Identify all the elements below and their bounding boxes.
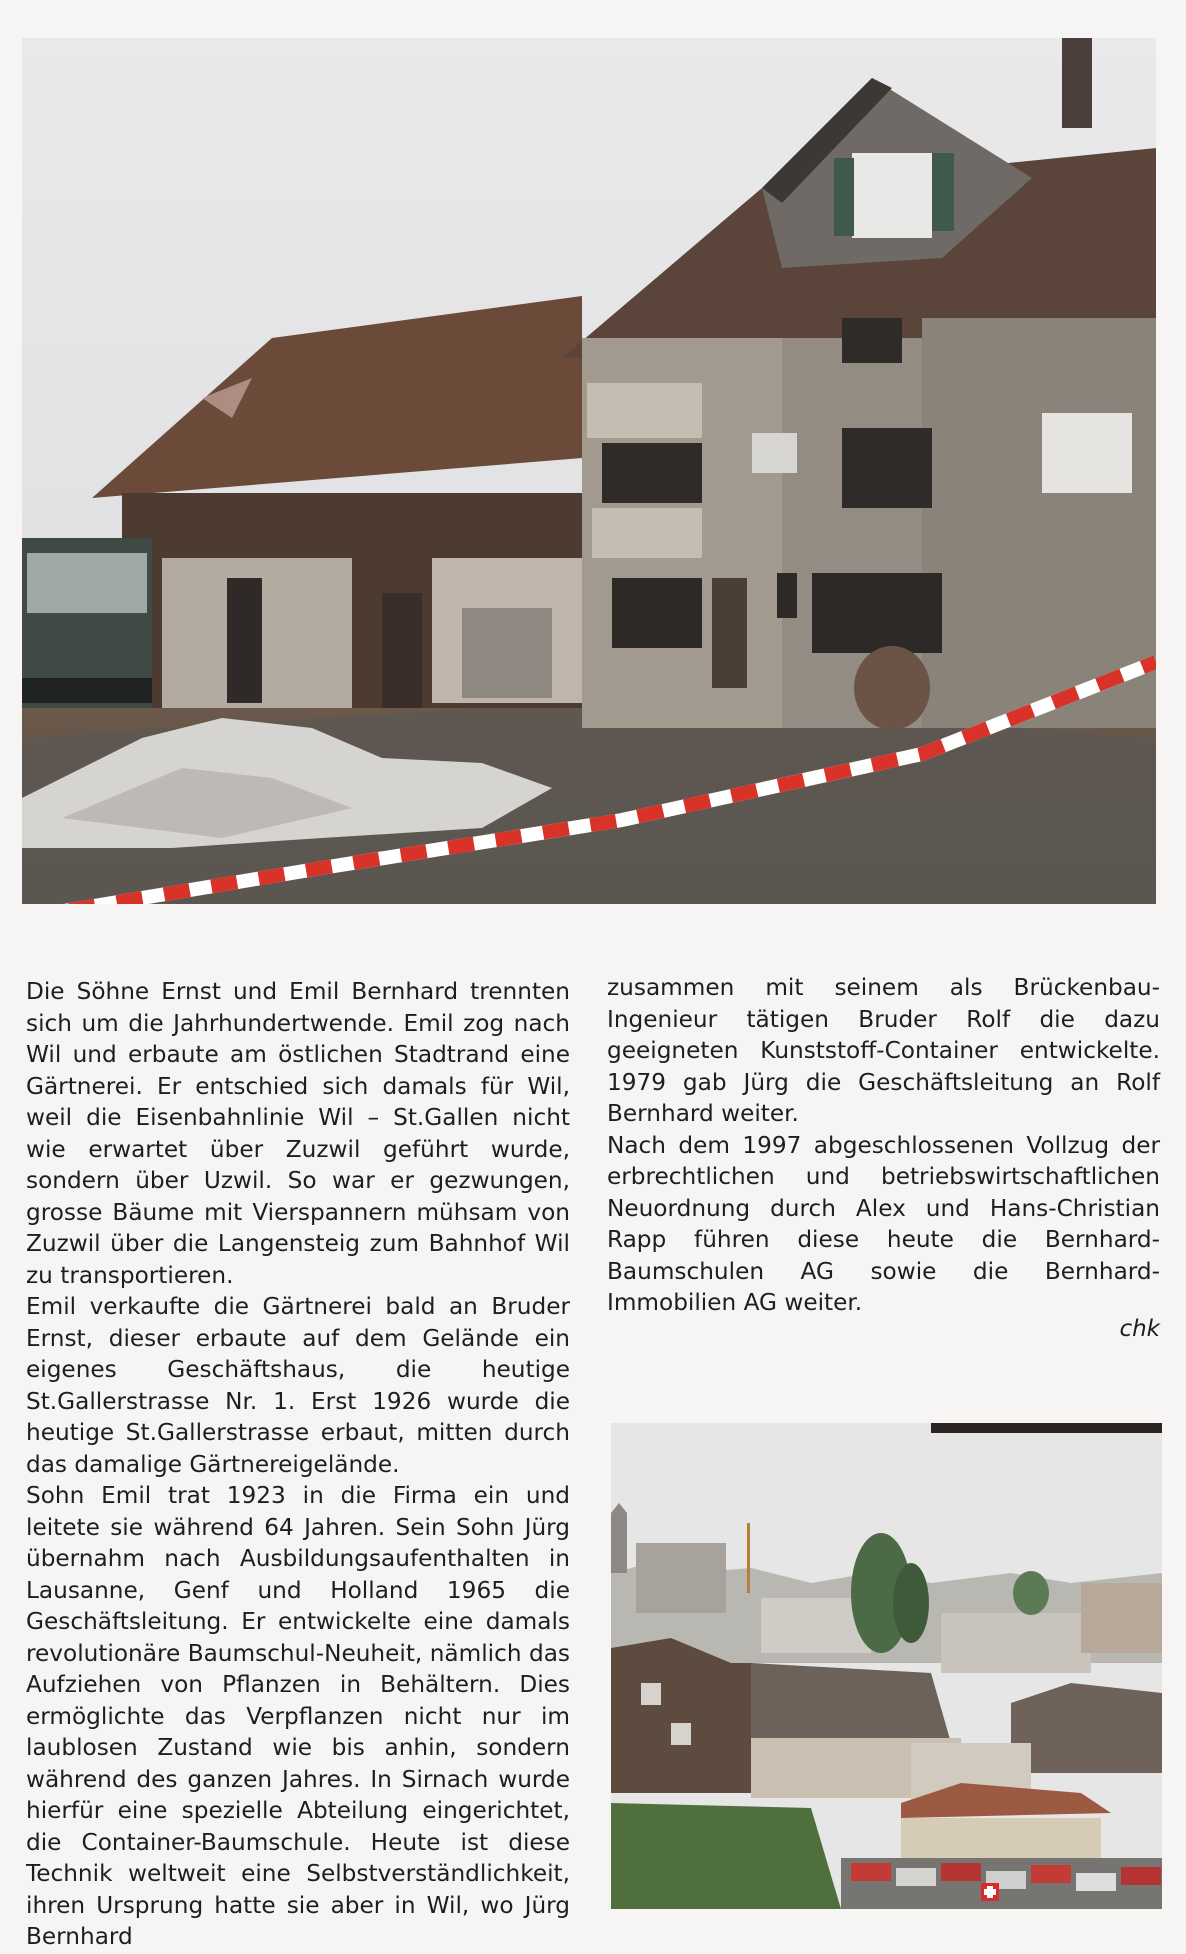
- author-signature: chk: [1119, 1316, 1160, 1342]
- paragraph: Nach dem 1997 abgeschlossenen Vollzug der erbrechtlichen und betriebswirtschaftlichen Neuordnung durch Alex und Hans-Christian Rapp führen diese heute die Bernhard-Baumschulen AG sowie die Bernhard-Immobilien AG weiter.: [607, 1131, 1160, 1316]
- photo-farmhouse-demolition: [22, 38, 1156, 904]
- paragraph: Emil verkaufte die Gärtnerei bald an Bruder Ernst, dieser erbaute auf dem Gelände ein eigenes Geschäftshaus, die heutige St.Gallerstrasse Nr. 1. Erst 1926 wurde die heutige St.Gallerstrasse erbaut, mitten durch das damalige Gärtnereigelände.: [26, 1293, 570, 1478]
- paragraph: zusammen mit seinem als Brückenbau-Ingenieur tätigen Bruder Rolf die dazu geeigneten Kunststoff-Container entwickelte. 1979 gab Jürg die Geschäftsleitung an Rolf Bernhard weiter.: [607, 974, 1160, 1127]
- text-column-right: [607, 972, 1160, 1319]
- paragraph: Sohn Emil trat 1923 in die Firma ein und leitete sie während 64 Jahren. Sein Sohn Jürg übernahm nach Ausbildungsaufenthalten in Lausanne, Genf und Holland 1965 die Geschäftsleitung. Er entwickelte eine damals revolutionäre Baumschul-Neuheit, nämlich das Aufziehen von Pflanzen in Behältern. Dies ermöglichte das Verpflanzen nicht nur im laublosen Zustand wie bis anhin, sondern während des ganzen Jahres. In Sirnach wurde hierfür eine spezielle Abteilung eingerichtet, die Container-Baumschule. Heute ist diese Technik weltweit eine Selbstverständlichkeit, ihren Ursprung hatte sie aber in Wil, wo Jürg Bernhard: [26, 1482, 570, 1950]
- photo-town-view: [611, 1423, 1162, 1909]
- text-column-left: [26, 976, 570, 1953]
- paragraph: Die Söhne Ernst und Emil Bernhard trennten sich um die Jahrhundertwende. Emil zog nach Wil und erbaute am östlichen Stadtrand eine Gärtnerei. Er entschied sich damals für Wil, weil die Eisenbahnlinie Wil – St.Gallen nicht wie erwartet über Zuzwil geführt wurde, sondern über Uzwil. So war er gezwungen, grosse Bäume mit Vierspannern mühsam von Zuzwil über die Langensteig zum Bahnhof Wil zu transportieren.: [26, 978, 570, 1289]
